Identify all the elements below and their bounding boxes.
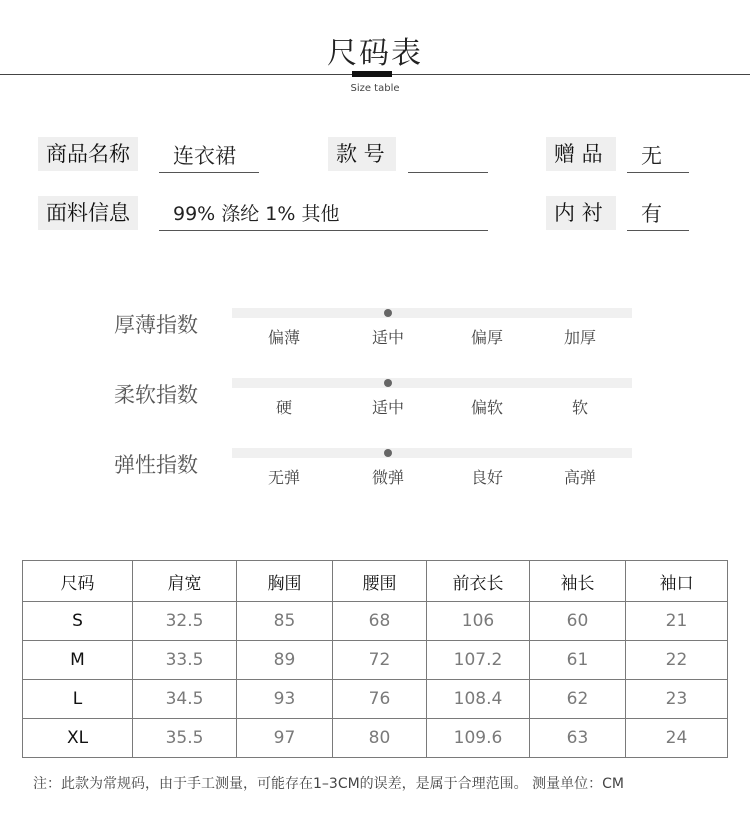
softness-option: 硬 bbox=[275, 398, 292, 417]
thickness-option: 偏厚 bbox=[470, 328, 503, 347]
thickness-option: 加厚 bbox=[563, 328, 596, 347]
product-name-value: 连衣裙 bbox=[159, 139, 259, 173]
cell-sleeve-length: 62 bbox=[530, 680, 626, 719]
measurement-note: 注：此款为常规码，由于手工测量，可能存在1–3CM的误差，是属于合理范围。 测量单位：CM bbox=[33, 776, 624, 792]
cell-shoulder: 33.5 bbox=[133, 641, 237, 680]
cell-cuff: 21 bbox=[626, 602, 728, 641]
cell-sleeve-length: 60 bbox=[530, 602, 626, 641]
header-sleeve-length: 袖长 bbox=[530, 561, 626, 602]
table-row bbox=[23, 680, 728, 719]
cell-shoulder: 34.5 bbox=[133, 680, 237, 719]
cell-front-length: 107.2 bbox=[427, 641, 530, 680]
cell-bust: 85 bbox=[237, 602, 333, 641]
cell-waist: 76 bbox=[333, 680, 427, 719]
lining-value: 有 bbox=[627, 197, 689, 231]
cell-size: XL bbox=[23, 719, 133, 758]
cell-sleeve-length: 63 bbox=[530, 719, 626, 758]
softness-index-label: 柔软指数 bbox=[114, 383, 198, 407]
gift-label: 赠 品 bbox=[546, 137, 616, 171]
cell-size: S bbox=[23, 602, 133, 641]
cell-shoulder: 32.5 bbox=[133, 602, 237, 641]
page-title: 尺码表 bbox=[327, 36, 423, 71]
table-row bbox=[23, 641, 728, 680]
header-cuff: 袖口 bbox=[626, 561, 728, 602]
title-accent-bar bbox=[352, 71, 392, 77]
cell-waist: 68 bbox=[333, 602, 427, 641]
cell-cuff: 22 bbox=[626, 641, 728, 680]
page-subtitle: Size table bbox=[350, 83, 400, 94]
cell-size: L bbox=[23, 680, 133, 719]
header-size: 尺码 bbox=[23, 561, 133, 602]
thickness-selected-dot bbox=[384, 309, 392, 317]
cell-bust: 93 bbox=[237, 680, 333, 719]
softness-option: 偏软 bbox=[470, 398, 503, 417]
cell-size: M bbox=[23, 641, 133, 680]
product-name-label: 商品名称 bbox=[38, 137, 138, 171]
thickness-track bbox=[232, 308, 632, 318]
elasticity-index-label: 弹性指数 bbox=[114, 453, 198, 477]
elasticity-selected-dot bbox=[384, 449, 392, 457]
cell-waist: 80 bbox=[333, 719, 427, 758]
table-row bbox=[23, 602, 728, 641]
cell-cuff: 23 bbox=[626, 680, 728, 719]
cell-cuff: 24 bbox=[626, 719, 728, 758]
thickness-option: 偏薄 bbox=[267, 328, 300, 347]
elasticity-track bbox=[232, 448, 632, 458]
cell-waist: 72 bbox=[333, 641, 427, 680]
lining-label: 内 衬 bbox=[546, 196, 616, 230]
table-header-row bbox=[23, 561, 728, 602]
cell-sleeve-length: 61 bbox=[530, 641, 626, 680]
elasticity-option: 良好 bbox=[470, 468, 503, 487]
cell-bust: 89 bbox=[237, 641, 333, 680]
elasticity-option: 高弹 bbox=[563, 468, 596, 487]
cell-shoulder: 35.5 bbox=[133, 719, 237, 758]
size-table bbox=[22, 560, 728, 758]
elasticity-option: 微弹 bbox=[371, 468, 404, 487]
fabric-label: 面料信息 bbox=[38, 196, 138, 230]
softness-selected-dot bbox=[384, 379, 392, 387]
softness-option: 软 bbox=[571, 398, 588, 417]
cell-front-length: 109.6 bbox=[427, 719, 530, 758]
cell-front-length: 108.4 bbox=[427, 680, 530, 719]
elasticity-option: 无弹 bbox=[267, 468, 300, 487]
header-bust: 胸围 bbox=[237, 561, 333, 602]
header-front-length: 前衣长 bbox=[427, 561, 530, 602]
fabric-value: 99% 涤纶 1% 其他 bbox=[159, 197, 488, 231]
gift-value: 无 bbox=[627, 139, 689, 173]
thickness-option: 适中 bbox=[371, 328, 404, 347]
header-waist: 腰围 bbox=[333, 561, 427, 602]
thickness-index-label: 厚薄指数 bbox=[114, 313, 198, 337]
style-no-value bbox=[408, 139, 488, 173]
softness-option: 适中 bbox=[371, 398, 404, 417]
cell-bust: 97 bbox=[237, 719, 333, 758]
table-row bbox=[23, 719, 728, 758]
style-no-label: 款 号 bbox=[328, 137, 396, 171]
softness-track bbox=[232, 378, 632, 388]
header-shoulder: 肩宽 bbox=[133, 561, 237, 602]
cell-front-length: 106 bbox=[427, 602, 530, 641]
